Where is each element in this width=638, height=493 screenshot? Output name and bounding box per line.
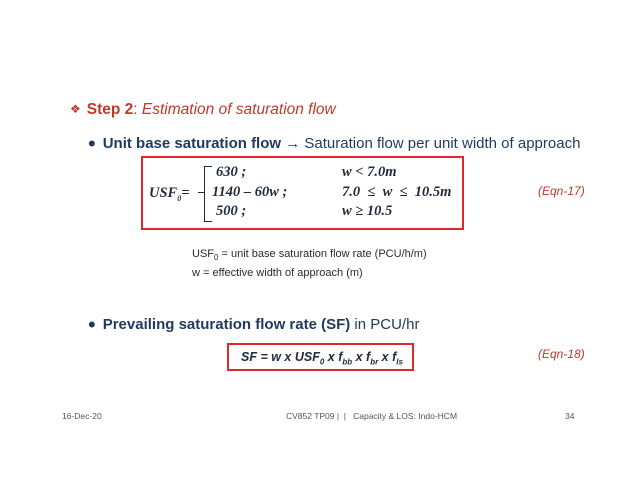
eq18-part1: SF = w x USF [241, 350, 320, 364]
arrow-icon: → [285, 135, 301, 152]
equation17-lhs [149, 185, 189, 203]
step-colon: : [133, 101, 138, 118]
usf-definition [192, 248, 427, 262]
def-usf-sub: 0 [214, 253, 219, 263]
eq18-sub2: br [370, 357, 379, 367]
eqn18-tag: (Eqn-18) [538, 347, 585, 361]
eq17-row1-value: 630 ; [216, 164, 247, 180]
bullet2-text: in PCU/hr [350, 316, 420, 333]
equation18 [241, 350, 403, 367]
step-heading [70, 101, 336, 119]
brace-icon [204, 166, 212, 222]
eq17-row2-value: 1140 – 60w ; [212, 184, 288, 200]
bullet1-bold: Unit base saturation flow [102, 135, 282, 152]
def-usf-symbol: USF [192, 248, 214, 260]
eq17-row3-condition: w ≥ 10.5 [342, 203, 393, 219]
usf-subscript: 0 [177, 193, 182, 203]
brace-tip [198, 192, 205, 193]
step-label: Step 2 [86, 101, 134, 118]
eq17-row3-value: 500 ; [216, 203, 247, 219]
bullet-dot-icon: • [88, 312, 96, 337]
bullet-prevailing [88, 309, 419, 335]
eq17-row2-condition: 7.0 ≤ w ≤ 10.5m [342, 184, 452, 200]
bullet1-text: Saturation flow per unit width of approach [304, 135, 581, 152]
bullet2-bold: Prevailing saturation flow rate (SF) [102, 316, 351, 333]
w-definition: w = effective width of approach (m) [192, 267, 363, 279]
footer-date: 16-Dec-20 [62, 411, 102, 421]
step-title: Estimation of saturation flow [141, 101, 336, 118]
eq18-sub0: 0 [319, 357, 325, 367]
diamond-bullet-icon: ❖ [70, 102, 81, 116]
footer-page-number: 34 [565, 411, 575, 421]
eq18-part3: x f [352, 350, 371, 364]
equals-sign: = [181, 185, 190, 201]
eqn17-tag: (Eqn-17) [538, 184, 585, 198]
eq18-sub3: ls [396, 357, 403, 367]
bullet-unit-base [88, 128, 580, 154]
footer-center: CV852 TP09 | | Capacity & LOS: Indo-HCM [286, 411, 458, 421]
def-usf-text: = unit base saturation flow rate (PCU/h/m) [218, 248, 427, 260]
usf-symbol: USF [149, 185, 178, 201]
eq18-part4: x f [378, 350, 397, 364]
eq17-row1-condition: w < 7.0m [342, 164, 397, 180]
eq18-part2: x f [324, 350, 343, 364]
eq18-sub1: bb [342, 357, 353, 367]
bullet-dot-icon: • [88, 131, 96, 156]
